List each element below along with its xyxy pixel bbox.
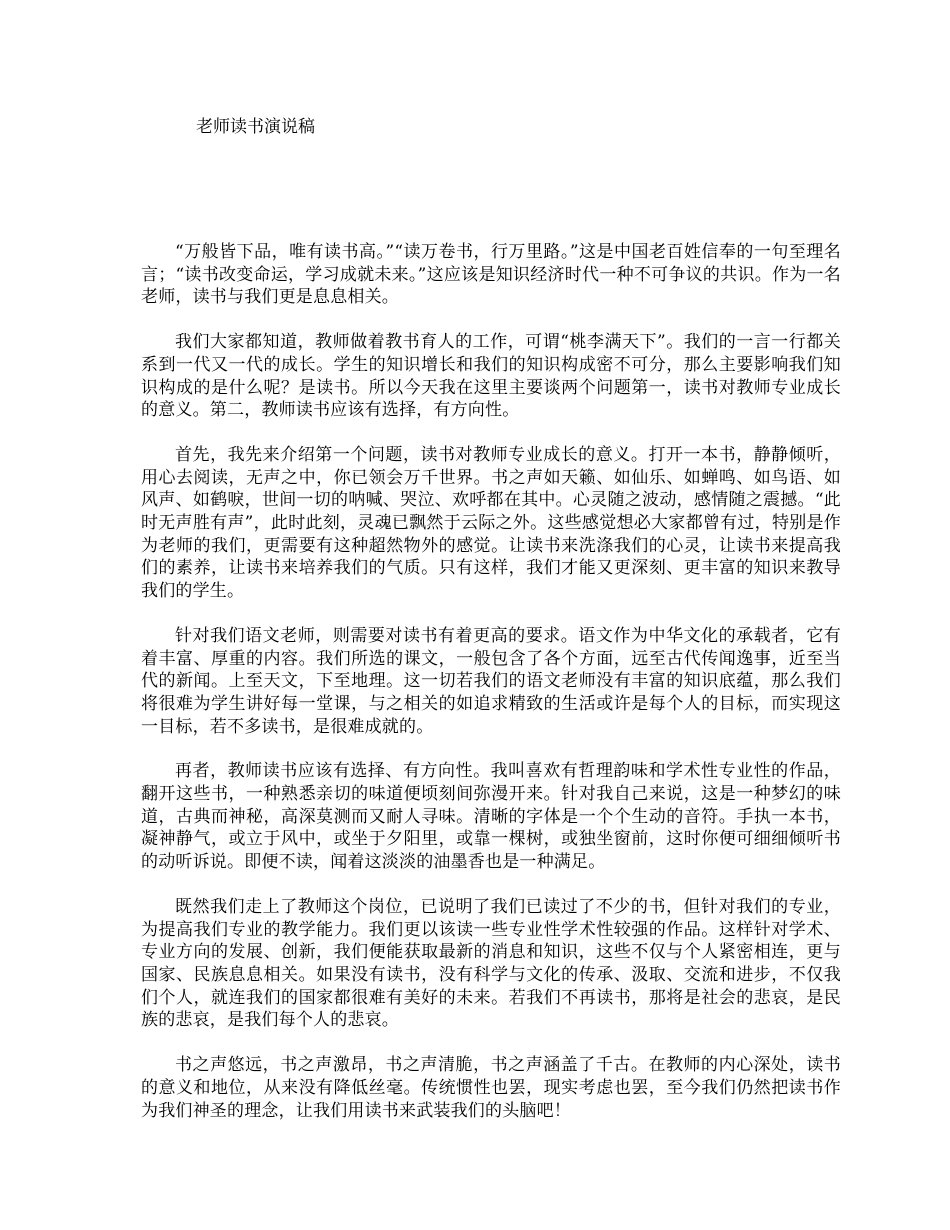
paragraph-5: 再者，教师读书应该有选择、有方向性。我叫喜欢有哲理韵味和学术性专业性的作品，翻开这些书，一种熟悉亲切的味道便顷刻间弥漫开来。针对我自己来说，这是一种梦幻的味道，古典而神秘，高深莫测而又耐人寻味。清晰的字体是一个个生动的音符。手执一本书，凝神静气，或立于风中，或坐于夕阳里，或靠一棵树，或独坐窗前，这时你便可细细倾听书的动听诉说。即便不读，闻着这淡淡的油墨香也是一种满足。 xyxy=(141,761,841,873)
paragraph-2: 我们大家都知道，教师做着教书育人的工作，可谓“桃李满天下”。我们的一言一行都关系到一代又一代的成长。学生的知识增长和我们的知识构成密不可分，那么主要影响我们知识构成的是什么呢？是读书。所以今天我在这里主要谈两个问题第一，读书对教师专业成长的意义。第二，教师读书应该有选择，有方向性。 xyxy=(141,332,841,421)
document-title: 老师读书演说稿 xyxy=(196,117,315,137)
paragraph-1: “万般皆下品，唯有读书高。”“读万卷书，行万里路。”这是中国老百姓信奉的一句至理名言；“读书改变命运，学习成就未来。”这应该是知识经济时代一种不可争议的共识。作为一名老师，读书与我们更是息息相关。 xyxy=(141,242,841,308)
paragraph-4: 针对我们语文老师，则需要对读书有着更高的要求。语文作为中华文化的承载者，它有着丰富、厚重的内容。我们所选的课文，一般包含了各个方面，远至古代传闻逸事，近至当代的新闻。上至天文，下至地理。这一切若我们的语文老师没有丰富的知识底蕴，那么我们将很难为学生讲好每一堂课，与之相关的如追求精致的生活或许是每个人的目标，而实现这一目标，若不多读书，是很难成就的。 xyxy=(141,625,841,737)
paragraph-3: 首先，我先来介绍第一个问题，读书对教师专业成长的意义。打开一本书，静静倾听，用心去阅读，无声之中，你已领会万千世界。书之声如天籁、如仙乐、如蝉鸣、如鸟语、如风声、如鹤唳，世间一切的呐喊、哭泣、欢呼都在其中。心灵随之波动，感情随之震撼。“此时无声胜有声”，此时此刻，灵魂已飘然于云际之外。这些感觉想必大家都曾有过，特别是作为老师的我们，更需要有这种超然物外的感觉。让读书来洗涤我们的心灵，让读书来提高我们的素养，让读书来培养我们的气质。只有这样，我们才能又更深刻、更丰富的知识来教导我们的学生。 xyxy=(141,444,841,602)
document-body xyxy=(141,241,841,1122)
paragraph-7: 书之声悠远，书之声激昂，书之声清脆，书之声涵盖了千古。在教师的内心深处，读书的意义和地位，从来没有降低丝毫。传统惯性也罢，现实考虑也罢，至今我们仍然把读书作为我们神圣的理念，让我们用读书来武装我们的头脑吧！ xyxy=(141,1055,841,1121)
paragraph-6: 既然我们走上了教师这个岗位，已说明了我们已读过了不少的书，但针对我们的专业，为提高我们专业的教学能力。我们更以该读一些专业性学术性较强的作品。这样针对学术、专业方向的发展、创新，我们便能获取最新的消息和知识，这些不仅与个人紧密相连，更与国家、民族息息相关。如果没有读书，没有科学与文化的传承、汲取、交流和进步，不仅我们个人，就连我们的国家都很难有美好的未来。若我们不再读书，那将是社会的悲哀，是民族的悲哀，是我们每个人的悲哀。 xyxy=(141,896,841,1031)
